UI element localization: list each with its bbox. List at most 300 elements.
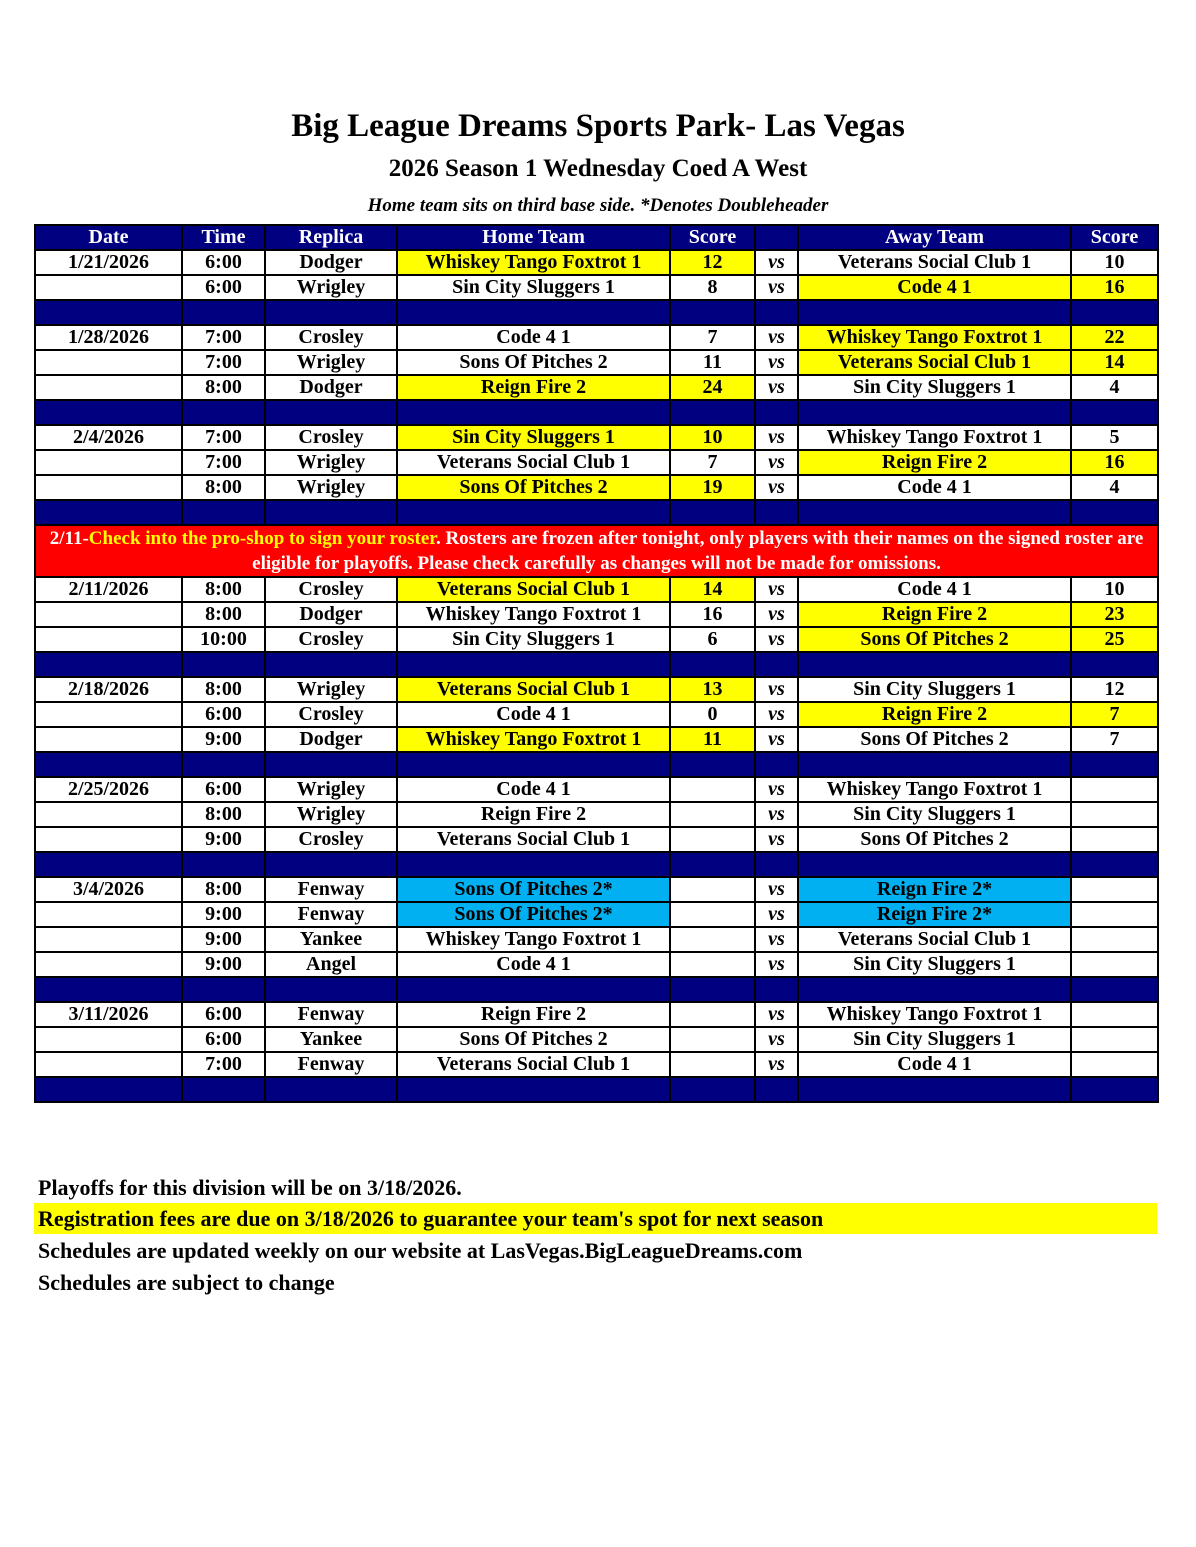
home-score: 11 — [670, 350, 755, 375]
spacer-cell — [35, 1077, 182, 1102]
away-score: 7 — [1071, 727, 1158, 752]
game-time: 7:00 — [182, 350, 265, 375]
home-team: Reign Fire 2 — [397, 375, 670, 400]
home-team: Sons Of Pitches 2* — [397, 877, 670, 902]
vs-label: vs — [755, 450, 798, 475]
game-date — [35, 952, 182, 977]
spacer-cell — [755, 652, 798, 677]
away-team: Whiskey Tango Foxtrot 1 — [798, 777, 1071, 802]
game-time: 10:00 — [182, 627, 265, 652]
spacer-cell — [397, 1077, 670, 1102]
spacer-row — [35, 977, 1158, 1002]
game-date — [35, 627, 182, 652]
vs-label: vs — [755, 927, 798, 952]
game-row — [35, 250, 1158, 275]
away-score: 23 — [1071, 602, 1158, 627]
subject-to-change-note: Schedules are subject to change — [38, 1270, 335, 1295]
away-team: Whiskey Tango Foxtrot 1 — [798, 425, 1071, 450]
away-team: Sin City Sluggers 1 — [798, 952, 1071, 977]
spacer-cell — [1071, 500, 1158, 525]
game-row — [35, 727, 1158, 752]
vs-label: vs — [755, 577, 798, 602]
registration-note: Registration fees are due on 3/18/2026 to guarantee your team's spot for next season — [34, 1203, 1157, 1234]
vs-label: vs — [755, 877, 798, 902]
game-row — [35, 425, 1158, 450]
game-date — [35, 475, 182, 500]
away-team: Sons Of Pitches 2 — [798, 827, 1071, 852]
spacer-cell — [670, 977, 755, 1002]
home-team: Sin City Sluggers 1 — [397, 627, 670, 652]
away-team: Reign Fire 2 — [798, 602, 1071, 627]
notice-text: . Rosters are frozen after tonight, only players with their names on the signed roster are eligible for playoffs. Please check carefully as changes will not be made for omissions. — [252, 528, 1144, 574]
spacer-cell — [397, 500, 670, 525]
home-score — [670, 1002, 755, 1027]
home-score — [670, 827, 755, 852]
home-team: Veterans Social Club 1 — [397, 827, 670, 852]
game-field: Wrigley — [265, 802, 397, 827]
game-row — [35, 677, 1158, 702]
game-field: Crosley — [265, 577, 397, 602]
spacer-cell — [670, 752, 755, 777]
vs-label: vs — [755, 375, 798, 400]
away-score: 22 — [1071, 325, 1158, 350]
away-score: 4 — [1071, 375, 1158, 400]
game-row — [35, 777, 1158, 802]
vs-label: vs — [755, 952, 798, 977]
col-header-vs — [755, 225, 798, 250]
spacer-cell — [798, 1077, 1071, 1102]
vs-label: vs — [755, 1027, 798, 1052]
away-score: 10 — [1071, 250, 1158, 275]
game-time: 9:00 — [182, 827, 265, 852]
home-team: Code 4 1 — [397, 952, 670, 977]
spacer-cell — [755, 500, 798, 525]
away-score — [1071, 1002, 1158, 1027]
game-date — [35, 375, 182, 400]
game-date: 2/11/2026 — [35, 577, 182, 602]
away-team: Veterans Social Club 1 — [798, 927, 1071, 952]
away-score — [1071, 952, 1158, 977]
home-team: Veterans Social Club 1 — [397, 1052, 670, 1077]
game-time: 6:00 — [182, 275, 265, 300]
vs-label: vs — [755, 777, 798, 802]
game-field: Crosley — [265, 325, 397, 350]
spacer-cell — [755, 977, 798, 1002]
away-score — [1071, 1027, 1158, 1052]
vs-label: vs — [755, 275, 798, 300]
col-header-away-score: Score — [1071, 225, 1158, 250]
home-team: Sons Of Pitches 2 — [397, 1027, 670, 1052]
home-score — [670, 877, 755, 902]
away-score: 4 — [1071, 475, 1158, 500]
vs-label: vs — [755, 1052, 798, 1077]
game-row — [35, 877, 1158, 902]
game-time: 6:00 — [182, 1027, 265, 1052]
spacer-cell — [265, 652, 397, 677]
home-score: 6 — [670, 627, 755, 652]
home-score: 19 — [670, 475, 755, 500]
home-team: Veterans Social Club 1 — [397, 450, 670, 475]
game-row — [35, 325, 1158, 350]
game-row — [35, 375, 1158, 400]
game-time: 8:00 — [182, 602, 265, 627]
away-score — [1071, 802, 1158, 827]
away-team: Reign Fire 2 — [798, 450, 1071, 475]
vs-label: vs — [755, 727, 798, 752]
game-row — [35, 802, 1158, 827]
spacer-cell — [265, 400, 397, 425]
game-date — [35, 802, 182, 827]
away-team: Sons Of Pitches 2 — [798, 727, 1071, 752]
home-score: 10 — [670, 425, 755, 450]
away-team: Sin City Sluggers 1 — [798, 802, 1071, 827]
spacer-cell — [182, 300, 265, 325]
home-score: 16 — [670, 602, 755, 627]
spacer-cell — [265, 752, 397, 777]
game-date — [35, 1027, 182, 1052]
spacer-cell — [1071, 652, 1158, 677]
game-row — [35, 275, 1158, 300]
spacer-cell — [798, 852, 1071, 877]
spacer-row — [35, 752, 1158, 777]
spacer-cell — [670, 400, 755, 425]
away-team: Code 4 1 — [798, 475, 1071, 500]
home-team: Veterans Social Club 1 — [397, 677, 670, 702]
vs-label: vs — [755, 350, 798, 375]
home-score: 8 — [670, 275, 755, 300]
game-field: Crosley — [265, 425, 397, 450]
home-team: Whiskey Tango Foxtrot 1 — [397, 250, 670, 275]
spacer-cell — [35, 752, 182, 777]
vs-label: vs — [755, 827, 798, 852]
home-team: Reign Fire 2 — [397, 802, 670, 827]
col-header-time: Time — [182, 225, 265, 250]
spacer-cell — [670, 652, 755, 677]
spacer-cell — [670, 300, 755, 325]
game-date — [35, 727, 182, 752]
col-header-replica: Replica — [265, 225, 397, 250]
table-header-row — [35, 225, 1158, 250]
away-team: Sin City Sluggers 1 — [798, 677, 1071, 702]
vs-label: vs — [755, 902, 798, 927]
vs-label: vs — [755, 702, 798, 727]
game-date: 3/4/2026 — [35, 877, 182, 902]
game-date: 2/18/2026 — [35, 677, 182, 702]
notice-date: 2/11- — [49, 528, 89, 549]
away-score: 14 — [1071, 350, 1158, 375]
game-field: Wrigley — [265, 275, 397, 300]
away-score: 16 — [1071, 275, 1158, 300]
game-row — [35, 827, 1158, 852]
away-score — [1071, 1052, 1158, 1077]
spacer-row — [35, 400, 1158, 425]
spacer-cell — [182, 1077, 265, 1102]
game-field: Wrigley — [265, 350, 397, 375]
away-team: Veterans Social Club 1 — [798, 350, 1071, 375]
game-row — [35, 602, 1158, 627]
game-row — [35, 1052, 1158, 1077]
game-time: 7:00 — [182, 325, 265, 350]
home-score — [670, 802, 755, 827]
spacer-cell — [182, 652, 265, 677]
away-score: 10 — [1071, 577, 1158, 602]
game-date — [35, 275, 182, 300]
game-field: Wrigley — [265, 777, 397, 802]
spacer-cell — [798, 652, 1071, 677]
game-field: Wrigley — [265, 450, 397, 475]
spacer-cell — [397, 400, 670, 425]
vs-label: vs — [755, 250, 798, 275]
game-time: 8:00 — [182, 375, 265, 400]
spacer-cell — [35, 652, 182, 677]
away-team: Code 4 1 — [798, 275, 1071, 300]
away-team: Reign Fire 2* — [798, 877, 1071, 902]
game-field: Dodger — [265, 250, 397, 275]
game-field: Crosley — [265, 827, 397, 852]
spacer-cell — [265, 852, 397, 877]
game-row — [35, 702, 1158, 727]
spacer-cell — [397, 652, 670, 677]
game-field: Dodger — [265, 602, 397, 627]
game-field: Dodger — [265, 375, 397, 400]
vs-label: vs — [755, 475, 798, 500]
home-team: Sons Of Pitches 2 — [397, 475, 670, 500]
spacer-cell — [265, 300, 397, 325]
spacer-cell — [798, 977, 1071, 1002]
spacer-cell — [670, 852, 755, 877]
page-subtitle: 2026 Season 1 Wednesday Coed A West — [388, 155, 808, 182]
away-score — [1071, 927, 1158, 952]
game-time: 6:00 — [182, 250, 265, 275]
game-time: 8:00 — [182, 677, 265, 702]
home-score — [670, 1027, 755, 1052]
game-time: 8:00 — [182, 577, 265, 602]
spacer-row — [35, 852, 1158, 877]
game-time: 8:00 — [182, 802, 265, 827]
away-score: 12 — [1071, 677, 1158, 702]
spacer-row — [35, 652, 1158, 677]
spacer-cell — [1071, 400, 1158, 425]
game-field: Yankee — [265, 927, 397, 952]
game-field: Fenway — [265, 877, 397, 902]
home-score: 0 — [670, 702, 755, 727]
spacer-cell — [1071, 1077, 1158, 1102]
home-team: Sons Of Pitches 2 — [397, 350, 670, 375]
game-field: Crosley — [265, 702, 397, 727]
spacer-row — [35, 300, 1158, 325]
vs-label: vs — [755, 325, 798, 350]
away-team: Sons Of Pitches 2 — [798, 627, 1071, 652]
spacer-cell — [182, 852, 265, 877]
home-score — [670, 1052, 755, 1077]
home-score — [670, 927, 755, 952]
game-field: Wrigley — [265, 677, 397, 702]
home-team: Reign Fire 2 — [397, 1002, 670, 1027]
vs-label: vs — [755, 627, 798, 652]
spacer-cell — [1071, 852, 1158, 877]
home-score: 11 — [670, 727, 755, 752]
game-time: 9:00 — [182, 952, 265, 977]
home-team: Sons Of Pitches 2* — [397, 902, 670, 927]
spacer-cell — [35, 400, 182, 425]
spacer-cell — [755, 852, 798, 877]
spacer-cell — [265, 500, 397, 525]
spacer-cell — [35, 500, 182, 525]
away-score — [1071, 777, 1158, 802]
away-score: 7 — [1071, 702, 1158, 727]
playoffs-note: Playoffs for this division will be on 3/18/2026. — [38, 1175, 462, 1200]
game-time: 7:00 — [182, 425, 265, 450]
spacer-cell — [670, 500, 755, 525]
home-score — [670, 902, 755, 927]
game-time: 8:00 — [182, 475, 265, 500]
home-team: Whiskey Tango Foxtrot 1 — [397, 727, 670, 752]
game-field: Yankee — [265, 1027, 397, 1052]
spacer-cell — [265, 977, 397, 1002]
spacer-cell — [1071, 300, 1158, 325]
game-date: 3/11/2026 — [35, 1002, 182, 1027]
home-team: Veterans Social Club 1 — [397, 577, 670, 602]
game-date: 2/25/2026 — [35, 777, 182, 802]
col-header-home-team: Home Team — [397, 225, 670, 250]
game-date — [35, 902, 182, 927]
spacer-row — [35, 1077, 1158, 1102]
game-date — [35, 927, 182, 952]
game-field: Fenway — [265, 1002, 397, 1027]
home-score: 7 — [670, 450, 755, 475]
notice-highlight: Check into the pro-shop to sign your roster — [88, 528, 436, 549]
away-score — [1071, 877, 1158, 902]
away-score: 16 — [1071, 450, 1158, 475]
away-score — [1071, 902, 1158, 927]
spacer-cell — [182, 977, 265, 1002]
game-row — [35, 350, 1158, 375]
game-time: 9:00 — [182, 727, 265, 752]
game-row — [35, 577, 1158, 602]
page-title: Big League Dreams Sports Park- Las Vegas — [291, 108, 905, 144]
away-score: 5 — [1071, 425, 1158, 450]
game-time: 8:00 — [182, 877, 265, 902]
website-note: Schedules are updated weekly on our website at LasVegas.BigLeagueDreams.com — [38, 1238, 803, 1263]
game-row — [35, 450, 1158, 475]
game-time: 6:00 — [182, 702, 265, 727]
vs-label: vs — [755, 802, 798, 827]
game-time: 9:00 — [182, 902, 265, 927]
game-row — [35, 1027, 1158, 1052]
spacer-cell — [670, 1077, 755, 1102]
away-team: Sin City Sluggers 1 — [798, 375, 1071, 400]
home-score: 13 — [670, 677, 755, 702]
vs-label: vs — [755, 602, 798, 627]
spacer-cell — [798, 400, 1071, 425]
spacer-row — [35, 500, 1158, 525]
game-row — [35, 1002, 1158, 1027]
home-team: Code 4 1 — [397, 702, 670, 727]
away-team: Veterans Social Club 1 — [798, 250, 1071, 275]
away-team: Whiskey Tango Foxtrot 1 — [798, 1002, 1071, 1027]
spacer-cell — [397, 977, 670, 1002]
spacer-cell — [182, 500, 265, 525]
home-score: 7 — [670, 325, 755, 350]
spacer-cell — [798, 300, 1071, 325]
col-header-date: Date — [35, 225, 182, 250]
schedule-table — [34, 224, 1159, 1103]
vs-label: vs — [755, 677, 798, 702]
spacer-cell — [798, 500, 1071, 525]
game-field: Angel — [265, 952, 397, 977]
vs-label: vs — [755, 425, 798, 450]
home-score: 14 — [670, 577, 755, 602]
game-field: Crosley — [265, 627, 397, 652]
home-score: 24 — [670, 375, 755, 400]
home-team-note: Home team sits on third base side. *Denotes Doubleheader — [367, 195, 829, 216]
game-field: Dodger — [265, 727, 397, 752]
game-time: 7:00 — [182, 450, 265, 475]
spacer-cell — [397, 852, 670, 877]
roster-notice — [35, 525, 1158, 577]
away-score: 25 — [1071, 627, 1158, 652]
home-team: Whiskey Tango Foxtrot 1 — [397, 927, 670, 952]
spacer-cell — [182, 400, 265, 425]
game-date: 1/21/2026 — [35, 250, 182, 275]
game-time: 9:00 — [182, 927, 265, 952]
away-team: Reign Fire 2* — [798, 902, 1071, 927]
home-score — [670, 777, 755, 802]
spacer-cell — [755, 752, 798, 777]
away-team: Code 4 1 — [798, 1052, 1071, 1077]
game-row — [35, 927, 1158, 952]
spacer-cell — [755, 1077, 798, 1102]
spacer-cell — [1071, 752, 1158, 777]
home-score: 12 — [670, 250, 755, 275]
spacer-cell — [755, 300, 798, 325]
spacer-cell — [265, 1077, 397, 1102]
game-field: Fenway — [265, 902, 397, 927]
game-date: 2/4/2026 — [35, 425, 182, 450]
game-row — [35, 475, 1158, 500]
roster-notice-row — [35, 525, 1158, 577]
vs-label: vs — [755, 1002, 798, 1027]
away-score — [1071, 827, 1158, 852]
spacer-cell — [35, 852, 182, 877]
spacer-cell — [798, 752, 1071, 777]
col-header-home-score: Score — [670, 225, 755, 250]
game-date — [35, 450, 182, 475]
game-date — [35, 602, 182, 627]
away-team: Whiskey Tango Foxtrot 1 — [798, 325, 1071, 350]
game-time: 6:00 — [182, 1002, 265, 1027]
game-time: 7:00 — [182, 1052, 265, 1077]
game-row — [35, 627, 1158, 652]
spacer-cell — [397, 300, 670, 325]
home-team: Code 4 1 — [397, 777, 670, 802]
game-row — [35, 952, 1158, 977]
col-header-away-team: Away Team — [798, 225, 1071, 250]
game-date — [35, 350, 182, 375]
schedule-body — [35, 250, 1158, 1102]
game-time: 6:00 — [182, 777, 265, 802]
game-field: Fenway — [265, 1052, 397, 1077]
spacer-cell — [397, 752, 670, 777]
home-team: Code 4 1 — [397, 325, 670, 350]
away-team: Code 4 1 — [798, 577, 1071, 602]
spacer-cell — [35, 300, 182, 325]
spacer-cell — [35, 977, 182, 1002]
home-team: Whiskey Tango Foxtrot 1 — [397, 602, 670, 627]
game-date — [35, 702, 182, 727]
game-date — [35, 827, 182, 852]
game-date — [35, 1052, 182, 1077]
